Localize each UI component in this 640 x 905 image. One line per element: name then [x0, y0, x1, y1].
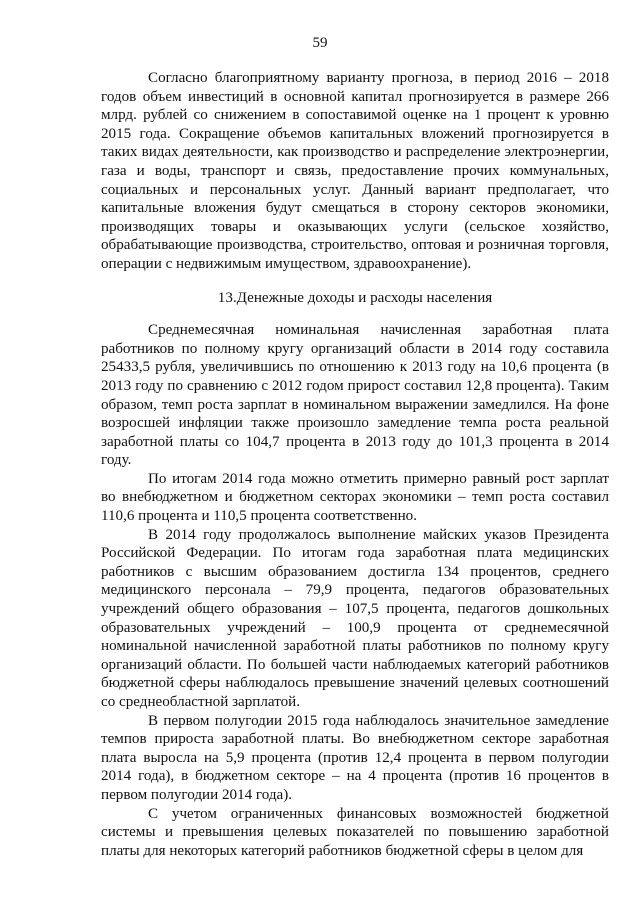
paragraph-sectors-growth: По итогам 2014 года можно отметить примерно равный рост зарплат во внебюджетном и бюджетном секторах экономики – темп роста составил 110,6 процента и 110,5 процента соответственно.	[101, 470, 609, 525]
intro-paragraph: Согласно благоприятному варианту прогноза, в период 2016 – 2018 годов объем инвестиций в основной капитал прогнозируется в размере 266 млрд. рублей со снижением в сопоставимой оценке на 1 процент к уровню 2015 года. Сокращение объемов капитальных вложений прогнозируется в таких видах деятельности, как производство и распределение электроэнергии, газа и воды, транспорт и связь, предоставление прочих коммунальных, социальных и персональных услуг. Данный вариант предполагает, что капитальные вложения будут смещаться в сторону секторов экономики, производящих товары и оказывающих услуги (сельское хозяйство, обрабатывающие производства, строительство, оптовая и розничная торговля, операции с недвижимым имуществом, здравоохранение).	[101, 70, 609, 272]
paragraph-first-half-2015: В первом полугодии 2015 года наблюдалось значительное замедление темпов прироста заработной платы. Во внебюджетном секторе заработная плата выросла на 5,9 процента (против 12,4 процента в первом полугодии 2014 года), в бюджетном секторе – на 4 процента (против 16 процентов в первом полугодии 2014 года).	[101, 712, 609, 803]
section-title: 13.Денежные доходы и расходы населения	[217, 289, 493, 306]
paragraph-budget-limits: С учетом ограниченных финансовых возможностей бюджетной системы и превышения целевых показателей по повышению заработной платы для некоторых категорий работников бюджетной сферы в целом для	[101, 805, 609, 859]
page-number: 59	[312, 35, 328, 51]
paragraph-presidential-decrees: В 2014 году продолжалось выполнение майских указов Президента Российской Федерации. По итогам года заработная плата медицинских работников с высшим образованием достигла 134 процентов, среднего медицинского персонала – 79,9 процента, педагогов образовательных учреждений общего образования – 107,5 процента, педагогов дошкольных образовательных учреждений – 100,9 процента от среднемесячной номинальной начисленной заработной платы работников по полному кругу организаций области. По большей части наблюдаемых категорий работников бюджетной сферы наблюдалось превышение значений целевых соотношений со среднеобластной зарплатой.	[101, 526, 609, 710]
paragraph-wages-2014: Среднемесячная номинальная начисленная заработная плата работников по полному кругу организаций области в 2014 году составила 25433,5 рубля, увеличившись по отношению к 2013 году на 10,6 процента (в 2013 году по сравнению с 2012 годом прирост составил 12,8 процента). Таким образом, темп роста зарплат в номинальном выражении замедлился. На фоне возросшей инфляции также произошло замедление темпа роста реальной заработной платы со 104,7 процента в 2013 году до 101,3 процента в 2014 году.	[101, 322, 609, 469]
document-body	[101, 69, 609, 860]
